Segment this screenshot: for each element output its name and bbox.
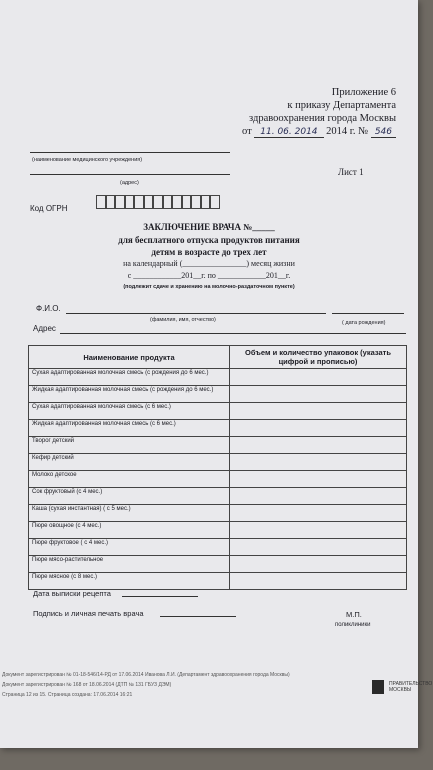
appendix-date: 11. 06. 2014 [254,127,323,138]
table-row [29,505,407,522]
product-name-cell: Молоко детское [29,471,230,488]
col-header-volume: Объем и количество упаковок (указать цифрой и прописью) [230,346,407,369]
ogrn-digit-box[interactable] [134,195,144,209]
product-quantity-cell[interactable] [230,437,407,454]
product-name-cell: Сухая адаптированная молочная смесь (с 6 мес.) [29,403,230,420]
table-row [29,369,407,386]
ogrn-digit-box[interactable] [182,195,192,209]
ogrn-digit-box[interactable] [106,195,116,209]
storage-note: (подлежит сдаче и хранению на молочно-раздаточном пункте) [123,284,295,290]
ogrn-digit-box[interactable] [163,195,173,209]
fio-field[interactable] [66,313,326,314]
product-quantity-cell[interactable] [230,573,407,590]
product-name-cell: Пюре мясо-растительное [29,556,230,573]
table-header-row [29,346,407,369]
appendix-line-1: Приложение 6 [331,87,396,98]
logo-text-line-2: МОСКВЫ [389,687,412,693]
footer-line-2: Документ зарегистрирован № 168 от 18.06.2014 (ДТП № 131 ГБУЗ ДЭМ) [2,682,172,688]
doc-subtitle-1: для бесплатного отпуска продуктов питания [118,235,300,245]
table-row [29,522,407,539]
ogrn-digit-box[interactable] [191,195,201,209]
dob-field[interactable] [332,313,404,314]
date-range: с ____________201__г. по ____________201__г. [127,271,291,280]
product-name-cell: Каша (сухая инстантная) ( с 5 мес.) [29,505,230,522]
ogrn-digit-box[interactable] [125,195,135,209]
doctor-signature-field[interactable] [160,616,236,617]
fio-label: Ф.И.О. [36,304,61,313]
table-row [29,556,407,573]
address-field[interactable] [60,333,406,334]
prescription-date-field[interactable] [122,596,198,597]
product-name-cell: Пюре фруктовое ( с 4 мес.) [29,539,230,556]
product-quantity-cell[interactable] [230,505,407,522]
logo-text-line-1: ПРАВИТЕЛЬСТВО [389,681,433,687]
table-row [29,386,407,403]
appendix-line-2: к приказу Департамента [287,100,396,111]
doc-subtitle-2: детям в возрасте до трех лет [151,247,267,257]
table-row [29,471,407,488]
moscow-government-logo-icon [372,680,384,694]
product-quantity-cell[interactable] [230,403,407,420]
table-row [29,539,407,556]
prescription-date-label: Дата выписки рецепта [33,589,111,598]
product-quantity-cell[interactable] [230,539,407,556]
product-name-cell: Творог детский [29,437,230,454]
product-quantity-cell[interactable] [230,522,407,539]
footer-line-1: Документ зарегистрирован № 01-18-546/14-РД от 17.06.2014 Иванова Л.И. (Департамент здравоохранения города Москвы) [2,672,290,678]
product-quantity-cell[interactable] [230,454,407,471]
table-row [29,573,407,590]
fio-caption: (фамилия, имя, отчество) [150,317,216,323]
ogrn-digit-box[interactable] [96,195,106,209]
doc-title: ЗАКЛЮЧЕНИЕ ВРАЧА №_____ [143,222,275,232]
appendix-line-3: здравоохранения города Москвы [249,113,396,124]
col-header-product: Наименование продукта [29,346,230,369]
product-quantity-cell[interactable] [230,369,407,386]
address-label: Адрес [33,324,56,333]
ogrn-digit-box[interactable] [153,195,163,209]
address-line[interactable] [30,174,230,175]
product-name-cell: Пюре мясное (с 8 мес.) [29,573,230,590]
ogrn-label: Код ОГРН [30,204,68,213]
institution-caption: (наименование медицинского учреждения) [32,157,143,163]
appendix-block [242,86,396,139]
table-row [29,454,407,471]
product-name-cell: Жидкая адаптированная молочная смесь (с рождения до 6 мес.) [29,386,230,403]
appendix-year: 2014 г. № [326,126,369,137]
product-quantity-cell[interactable] [230,420,407,437]
product-name-cell: Сок фруктовый (с 4 мес.) [29,488,230,505]
product-name-cell: Жидкая адаптированная молочная смесь (с 6 мес.) [29,420,230,437]
table-row [29,403,407,420]
product-quantity-cell[interactable] [230,488,407,505]
appendix-date-line [242,125,396,139]
product-name-cell: Кефир детский [29,454,230,471]
address-caption: (адрес) [120,180,139,186]
logo-text [389,681,432,693]
ogrn-digit-box[interactable] [144,195,154,209]
product-name-cell: Сухая адаптированная молочная смесь (с рождения до 6 мес.) [29,369,230,386]
sheet-number: Лист 1 [338,167,364,177]
institution-line[interactable] [30,152,230,153]
table-row [29,437,407,454]
ogrn-digit-box[interactable] [201,195,211,209]
product-quantity-cell[interactable] [230,556,407,573]
footer-line-3: Страница 12 из 15. Страница создана: 17.06.2014 16:21 [2,692,133,698]
table-row [29,488,407,505]
products-table [28,345,407,590]
ogrn-digit-box[interactable] [115,195,125,209]
month-of-life: на календарный (________________) месяц жизни [123,259,295,268]
stamp-clinic: поликлиники [335,622,371,628]
product-name-cell: Пюре овощное (с 4 мес.) [29,522,230,539]
ogrn-digit-box[interactable] [210,195,220,209]
doctor-signature-label: Подпись и личная печать врача [33,609,144,618]
stamp-mp: М.П. [346,610,362,619]
product-quantity-cell[interactable] [230,386,407,403]
table-row [29,420,407,437]
ogrn-digit-box[interactable] [172,195,182,209]
dob-caption: ( дата рождения) [342,320,386,326]
product-quantity-cell[interactable] [230,471,407,488]
appendix-from-label: от [241,126,252,137]
appendix-number: 546 [371,127,396,138]
